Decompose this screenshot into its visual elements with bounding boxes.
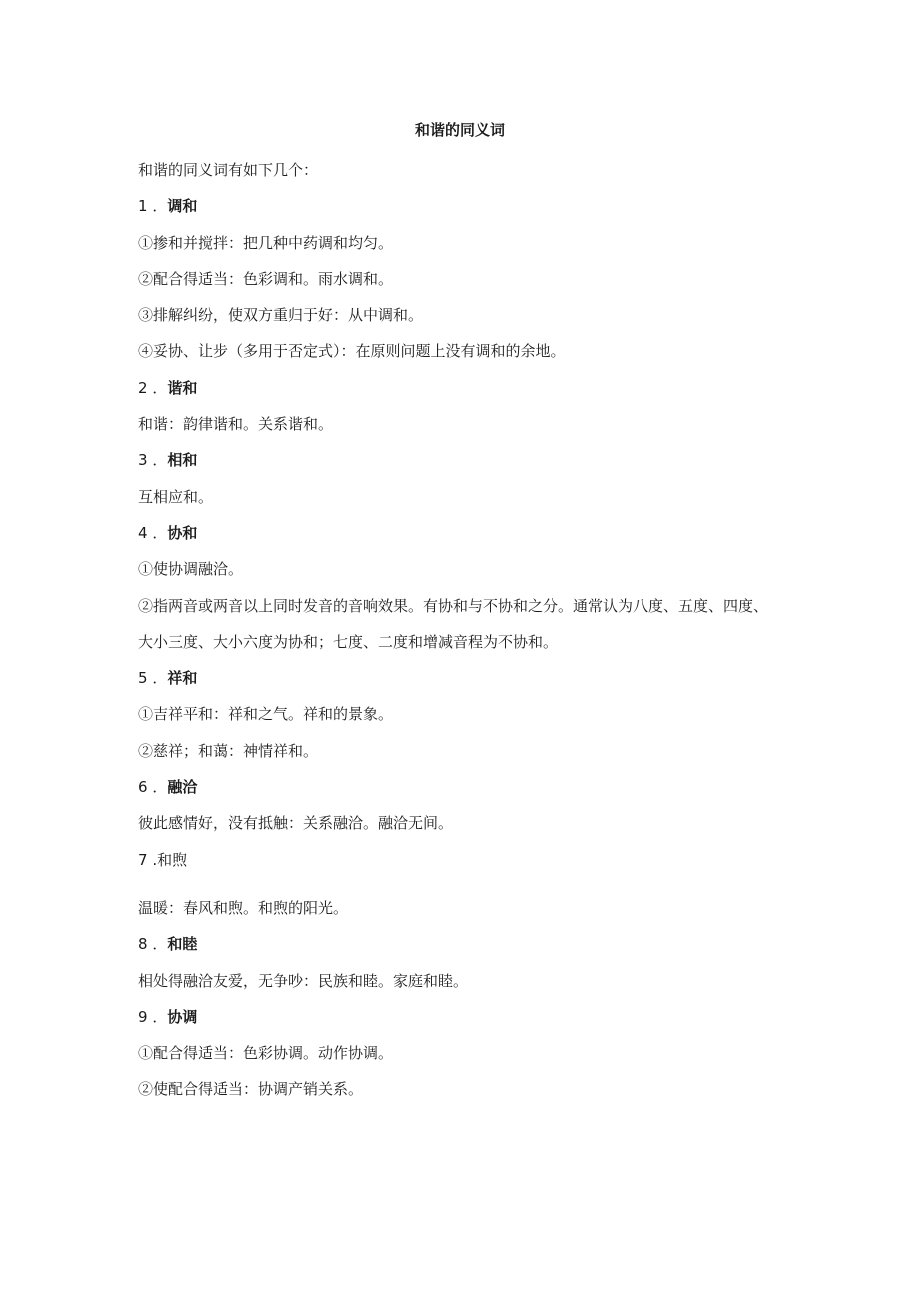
definition-line: ③排解纠纷，使双方重归于好：从中调和。 <box>138 306 424 325</box>
section-number: 5 <box>138 669 148 688</box>
section-separator: ． <box>147 451 168 470</box>
section-heading <box>138 188 788 224</box>
section-heading <box>138 769 788 805</box>
definition-line: ②慈祥；和蔼：神情祥和。 <box>138 741 319 760</box>
section-heading <box>138 660 788 696</box>
section-number: 8 <box>138 935 148 954</box>
section-number: 6 <box>138 778 148 797</box>
definition-paragraph: ②指两音或两音以上同时发音的音响效果。有协和与不协和之分。通常认为八度、五度、四度、大小三度、大小六度为协和；七度、二度和增减音程为不协和。 <box>138 596 769 651</box>
section-word: 协和 <box>167 523 198 542</box>
document-body <box>138 152 788 1108</box>
section-separator: ． <box>147 669 168 688</box>
section-heading <box>138 515 788 551</box>
section-number: 9 <box>138 1007 148 1026</box>
definition-line: ①掺和并搅拌：把几种中药调和均匀。 <box>138 233 394 252</box>
section-word: 协调 <box>167 1007 198 1026</box>
definition-line: 彼此感情好，没有抵触：关系融洽。融洽无间。 <box>138 814 454 833</box>
section-word: 调和 <box>167 197 198 216</box>
definition-line: ④妥协、让步（多用于否定式）：在原则问题上没有调和的余地。 <box>138 342 566 361</box>
section-heading <box>138 370 788 406</box>
definition-line: ①使协调融洽。 <box>138 560 244 579</box>
section-heading <box>138 999 788 1035</box>
section-separator: ． <box>147 778 168 797</box>
definition-line: ①配合得适当：色彩协调。动作协调。 <box>138 1044 394 1063</box>
section-word: 和煦 <box>157 850 188 869</box>
definition-line: 相处得融洽友爱，无争吵：民族和睦。家庭和睦。 <box>138 971 469 990</box>
section-separator: . <box>147 850 158 869</box>
section-number: 4 <box>138 523 148 542</box>
section-word: 相和 <box>167 451 198 470</box>
section-word: 祥和 <box>167 669 198 688</box>
section-separator: ． <box>147 197 168 216</box>
definition-line: 和谐：韵律谐和。关系谐和。 <box>138 415 334 434</box>
section-heading <box>138 842 788 878</box>
section-number: 3 <box>138 451 148 470</box>
definition-line: ②使配合得适当：协调产销关系。 <box>138 1080 364 1099</box>
intro-text: 和谐的同义词有如下几个： <box>138 161 319 179</box>
section-number: 7 <box>138 850 148 869</box>
definition-line: ①吉祥平和：祥和之气。祥和的景象。 <box>138 705 394 724</box>
section-separator: ． <box>147 1007 168 1026</box>
section-number: 1 <box>138 197 148 216</box>
section-word: 融洽 <box>167 778 198 797</box>
section-word: 和睦 <box>167 935 198 954</box>
definition-line: ②配合得适当：色彩调和。雨水调和。 <box>138 269 394 288</box>
definition-line: 温暖：春风和煦。和煦的阳光。 <box>138 898 349 917</box>
section-word: 谐和 <box>167 378 198 397</box>
section-separator: ． <box>147 523 168 542</box>
section-heading <box>138 926 788 962</box>
section-separator: ． <box>147 378 168 397</box>
section-heading <box>138 442 788 478</box>
section-number: 2 <box>138 378 148 397</box>
definition-line: 互相应和。 <box>138 487 214 506</box>
document-title: 和谐的同义词 <box>414 121 505 139</box>
section-separator: ． <box>147 935 168 954</box>
